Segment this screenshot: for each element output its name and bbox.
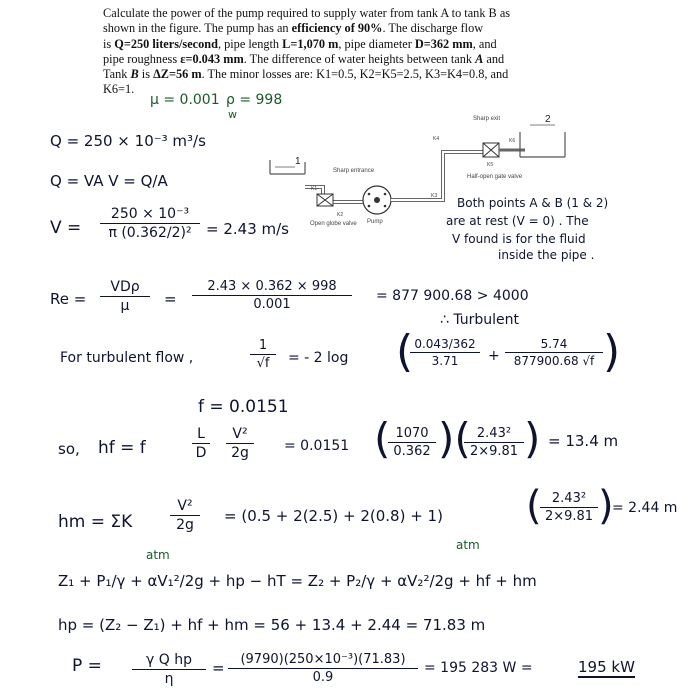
- turbulent-flow-label: For turbulent flow ,: [60, 350, 194, 366]
- hf-result: = 13.4 m: [548, 432, 619, 450]
- energy-equation: Z₁ + P₁/γ + αV₁²/2g + hp − hT = Z₂ + P₂/γ + αV₂²/2g + hf + hm: [58, 572, 537, 590]
- atm-note-left: atm: [146, 548, 170, 562]
- velocity-result: = 2.43 m/s: [206, 220, 289, 238]
- colebrook-term-2: 5.74 877900.68 √f: [505, 337, 603, 368]
- hf-velocity-head: V² 2g: [226, 426, 254, 461]
- pipe-diameter: D=362 mm: [414, 36, 473, 51]
- viscosity-note: μ = 0.001: [150, 92, 220, 108]
- svg-text:K4: K4: [433, 136, 440, 142]
- reynolds-definition: VDρ μ: [100, 279, 150, 314]
- power-substitution: (9790)(250×10⁻³)(71.83) 0.9: [228, 652, 418, 685]
- problem-line-4: pipe roughness ε=0.043 mm. The difference of water heights between tank A and: [103, 51, 505, 66]
- rest-note-line-1: Both points A & B (1 & 2): [457, 196, 609, 210]
- tank-2-label: 2: [545, 114, 551, 125]
- svg-text:K6: K6: [509, 138, 516, 144]
- gate-valve: [483, 143, 499, 157]
- pump-symbol: [363, 186, 391, 214]
- reynolds-result: = 877 900.68 > 4000: [376, 288, 529, 304]
- colebrook-log: = - 2 log: [288, 350, 349, 366]
- flow-rate-line: Q = 250 × 10⁻³ m³/s: [50, 132, 206, 150]
- label-half-open: Half-open gate valve: [467, 174, 523, 180]
- pipe-length: L=1,070 m: [282, 36, 339, 51]
- colebrook-term-1: 0.043/362 3.71: [410, 337, 480, 368]
- globe-valve: [317, 194, 333, 206]
- problem-statement: [103, 6, 573, 98]
- label-sharp-exit: Sharp exit: [473, 116, 501, 122]
- density-note: ρ = 998: [226, 92, 283, 108]
- hf-l-over-d: L D: [192, 426, 210, 461]
- efficiency: efficiency of 90%: [291, 21, 383, 36]
- hm-velocity-head: V² 2g: [170, 498, 200, 533]
- label-pump: Pump: [367, 219, 383, 225]
- flow-rate: Q=250 liters/second: [114, 36, 218, 51]
- rest-note-line-4: inside the pipe .: [498, 248, 595, 262]
- svg-text:K5: K5: [487, 162, 494, 168]
- label-open-globe: Open globe valve: [310, 221, 357, 227]
- rest-note-line-2: are at rest (V = 0) . The: [446, 214, 589, 228]
- hf-length-ratio: 1070 0.362: [388, 426, 436, 459]
- roughness: ε=0.043 mm: [180, 51, 244, 66]
- problem-line-2: shown in the figure. The pump has an efficiency of 90%. The discharge flow: [103, 21, 484, 36]
- inverse-sqrt-f: 1 √f: [250, 338, 276, 371]
- friction-factor: f = 0.0151: [198, 397, 289, 417]
- hf-head-ratio: 2.43² 2×9.81: [464, 426, 524, 459]
- hm-result: = 2.44 m: [612, 500, 678, 516]
- hm-head-ratio: 2.43² 2×9.81: [540, 491, 598, 524]
- svg-text:K2: K2: [337, 212, 344, 218]
- rest-note-line-3: V found is for the fluid: [452, 232, 586, 246]
- hm-sum-k: = (0.5 + 2(2.5) + 2(0.8) + 1): [224, 507, 443, 525]
- svg-text:K1: K1: [311, 186, 318, 192]
- turbulent-label: ∴ Turbulent: [440, 312, 520, 328]
- power-formula: γ Q hp η: [132, 652, 206, 687]
- pump-head-line: hp = (Z₂ − Z₁) + hf + hm = 56 + 13.4 + 2.44 = 71.83 m: [58, 616, 486, 634]
- reynolds-lhs: Re =: [50, 290, 87, 308]
- problem-line-5: Tank B is ΔZ=56 m. The minor losses are: K1=0.5, K2=K5=2.5, K3=K4=0.8, and: [103, 67, 509, 82]
- problem-line-3: is Q=250 liters/second, pipe length L=1,070 m, pipe diameter D=362 mm, and: [103, 36, 497, 51]
- tank-b: [520, 125, 565, 157]
- hf-lhs: hf = f: [98, 438, 146, 458]
- power-result-watts: = 195 283 W =: [424, 660, 533, 676]
- hf-factor: = 0.0151: [284, 438, 350, 454]
- hm-lhs: hm = ΣK: [58, 512, 133, 532]
- reynolds-substitution: 2.43 × 0.362 × 998 0.001: [192, 279, 352, 312]
- continuity-line: Q = VA V = Q/A: [50, 172, 168, 190]
- density-subscript: w: [228, 108, 237, 121]
- velocity-lhs: V =: [50, 218, 82, 238]
- problem-line-6: K6=1.: [103, 82, 135, 97]
- atm-note-right: atm: [456, 538, 480, 552]
- power-result-kw: 195 kW: [578, 658, 635, 676]
- velocity-fraction: 250 × 10⁻³ π (0.362/2)²: [100, 206, 200, 241]
- power-lhs: P =: [72, 656, 102, 676]
- tank-1-label: 1: [295, 156, 301, 167]
- so-label: so,: [58, 440, 80, 458]
- problem-line-1: Calculate the power of the pump required to supply water from tank A to tank B as: [103, 6, 511, 20]
- label-sharp-entrance: Sharp entrance: [333, 168, 375, 174]
- svg-text:K3: K3: [431, 193, 438, 199]
- height-difference: ΔZ=56 m: [153, 67, 202, 82]
